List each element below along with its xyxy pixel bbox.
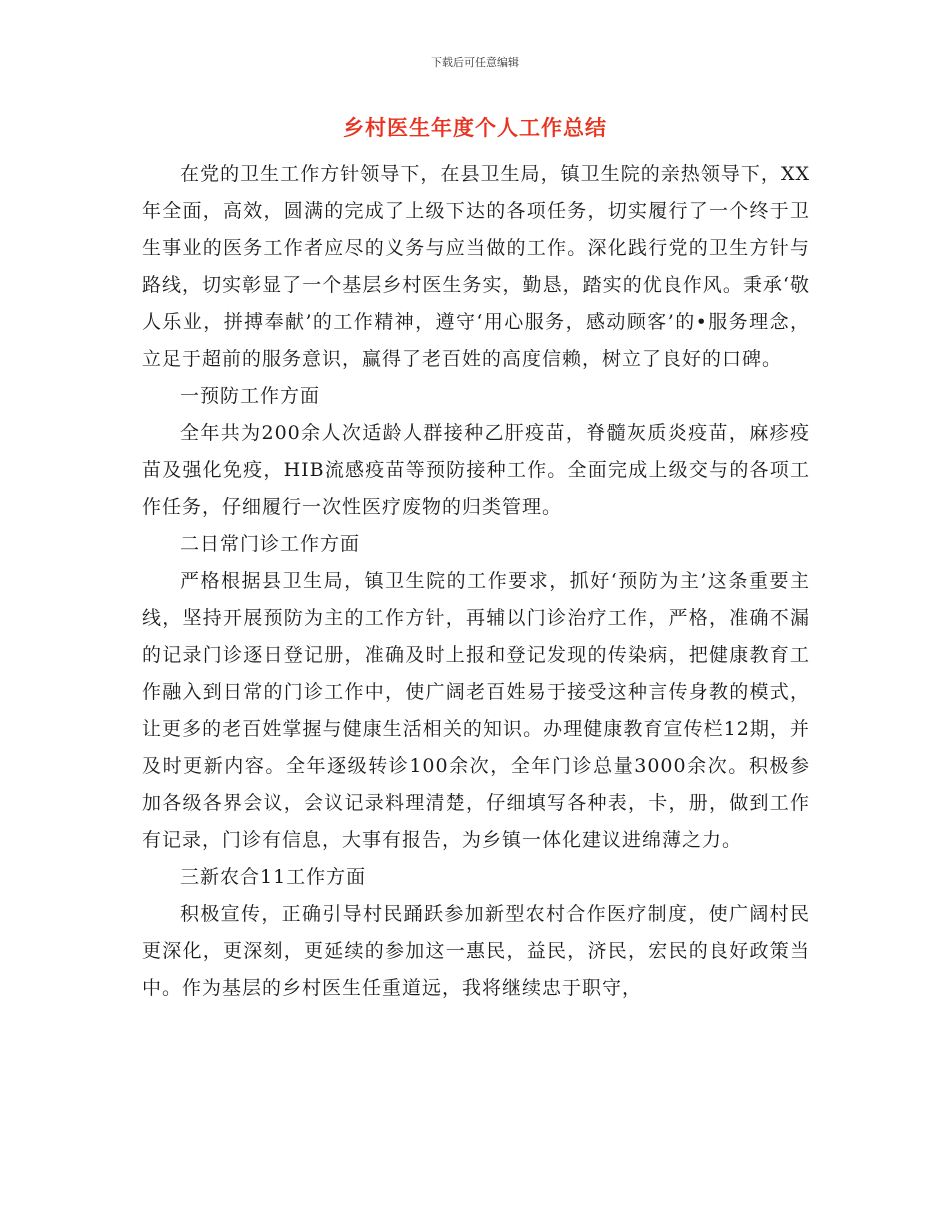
document-body bbox=[142, 156, 810, 1007]
paragraph-intro: 在党的卫生工作方针领导下，在县卫生局，镇卫生院的亲热领导下，XX年全面，高效，圆满的完成了上级下达的各项任务，切实履行了一个终于卫生事业的医务工作者应尽的义务与应当做的工作。深化践行党的卫生方针与路线，切实彰显了一个基层乡村医生务实，勤恳，踏实的优良作风。秉承‘敬人乐业，拼搏奉献’的工作精神，遵守‘用心服务，感动顾客’的•服务理念，立足于超前的服务意识，赢得了老百姓的高度信赖，树立了良好的口碑。 bbox=[142, 163, 810, 370]
document-title: 乡村医生年度个人工作总结 bbox=[343, 116, 607, 140]
section-heading-prevention: 一预防工作方面 bbox=[180, 385, 321, 407]
paragraph-outpatient: 严格根据县卫生局，镇卫生院的工作要求，抓好‘预防为主’这条重要主线，坚持开展预防为主的工作方针，再辅以门诊治疗工作，严格，准确不漏的记录门诊逐日登记册，准确及时上报和登记发现的传染病，把健康教育工作融入到日常的门诊工作中，使广阔老百姓易于接受这种言传身教的模式，让更多的老百姓掌握与健康生活相关的知识。办理健康教育宣传栏12期，并及时更新内容。全年逐级转诊100余次，全年门诊总量3000余次。积极参加各级各界会议，会议记录料理清楚，仔细填写各种表，卡，册，做到工作有记录，门诊有信息，大事有报告，为乡镇一体化建议进绵薄之力。 bbox=[142, 570, 810, 851]
paragraph-prevention: 全年共为200余人次适龄人群接种乙肝疫苗，脊髓灰质炎疫苗，麻疹疫苗及强化免疫，HIB流感疫苗等预防接种工作。全面完成上级交与的各项工作任务，仔细履行一次性医疗废物的归类管理。 bbox=[142, 422, 810, 518]
paragraph-rural-cooperative: 积极宣传，正确引导村民踊跃参加新型农村合作医疗制度，使广阔村民更深化，更深刻，更延续的参加这一惠民，益民，济民，宏民的良好政策当中。作为基层的乡村医生任重道远，我将继续忠于职守， bbox=[142, 903, 810, 999]
header-note: 下载后可任意编辑 bbox=[431, 56, 519, 69]
section-heading-outpatient: 二日常门诊工作方面 bbox=[180, 533, 361, 555]
section-heading-rural-cooperative: 三新农合11工作方面 bbox=[180, 866, 367, 888]
